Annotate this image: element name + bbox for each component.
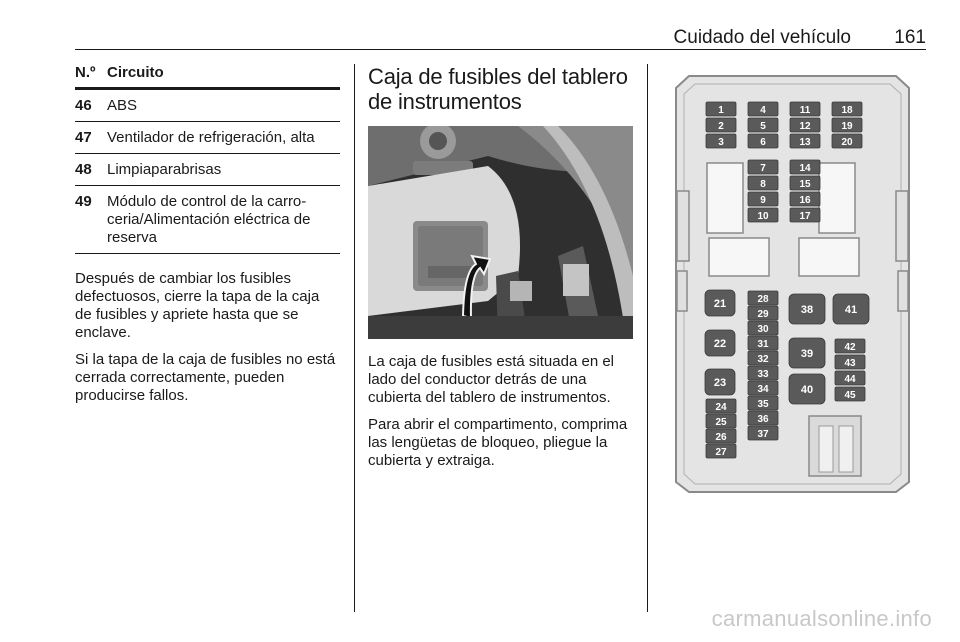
left-column (75, 64, 340, 405)
fuse-slot-24 (706, 399, 736, 413)
fuse-label: 39 (800, 348, 814, 360)
fuse-slot-35 (748, 396, 778, 410)
fuse-slot-4 (748, 102, 778, 116)
fuse-label: 20 (841, 137, 853, 148)
paragraph-opening: Para abrir el compartimento, comprima las lengüetas de bloqueo, pliegue la cubierta y extraiga. (368, 416, 628, 469)
page-number: 161 (894, 27, 926, 48)
fuse-label: 23 (713, 377, 727, 389)
fuse-slot-36 (748, 411, 778, 425)
fuse-slot-15 (790, 176, 820, 190)
section-title: Caja de fusibles del tablero de instrumentos (368, 64, 628, 114)
fuse-slot-13 (790, 134, 820, 148)
fuse-label: 19 (841, 121, 853, 132)
fuse-label: 14 (799, 163, 811, 174)
page-header (75, 27, 926, 50)
fuse-label: 45 (844, 390, 856, 401)
fuse-label: 24 (715, 402, 727, 413)
fuse-label: 1 (718, 105, 724, 116)
fuse-label: 41 (844, 304, 858, 316)
fuse-label: 33 (757, 369, 769, 380)
fuse-label: 10 (757, 211, 769, 222)
paragraph-location: La caja de fusibles está situada en el lado del conductor detrás de una cubierta del tablero de instrumentos. (368, 353, 614, 406)
fuse-label: 32 (757, 354, 769, 365)
fuse-label: 17 (799, 211, 811, 222)
fuse-label: 22 (713, 338, 727, 350)
table-row (75, 186, 340, 254)
fuse-slot-28 (748, 291, 778, 305)
fuse-slot-32 (748, 351, 778, 365)
fuse-label: 37 (757, 429, 769, 440)
fuse-label: 2 (718, 121, 724, 132)
fuse-label: 8 (760, 179, 766, 190)
fuse-label: 7 (760, 163, 766, 174)
row-circuit: Módulo de control de la carro-ceria/Alimentación eléctrica de reserva (107, 193, 311, 246)
fuse-label: 29 (757, 309, 769, 320)
fuse-slot-11 (790, 102, 820, 116)
fuse-slot-5 (748, 118, 778, 132)
fuse-slot-8 (748, 176, 778, 190)
row-circuit: ABS (107, 97, 138, 114)
fuse-label: 5 (760, 121, 766, 132)
instrument-panel-photo (368, 126, 633, 339)
table-row (75, 154, 340, 186)
fuse-slot-29 (748, 306, 778, 320)
row-circuit: Ventilador de refrigeración, alta (107, 129, 315, 146)
fuse-slot-7 (748, 160, 778, 174)
fuse-slot-31 (748, 336, 778, 350)
fuse-slot-23 (705, 369, 735, 395)
row-circuit: Limpiaparabrisas (107, 161, 222, 178)
fuse-label: 44 (844, 374, 856, 385)
row-number: 46 (75, 97, 92, 114)
middle-column (368, 64, 633, 470)
fuse-slot-25 (706, 414, 736, 428)
fuse-label: 21 (713, 298, 727, 310)
fuse-slot-34 (748, 381, 778, 395)
fuse-label: 43 (844, 358, 856, 369)
fuse-slot-12 (790, 118, 820, 132)
fuse-slot-27 (706, 444, 736, 458)
fuse-label: 25 (715, 417, 727, 428)
fuse-slot-33 (748, 366, 778, 380)
fuse-slot-38 (789, 294, 825, 324)
fuse-slot-16 (790, 192, 820, 206)
circuit-table-header (75, 64, 340, 90)
fuse-slot-30 (748, 321, 778, 335)
fuse-slot-10 (748, 208, 778, 222)
row-number: 48 (75, 161, 92, 178)
fuse-slot-21 (705, 290, 735, 316)
watermark: carmanualsonline.info (711, 606, 932, 631)
fuse-slot-3 (706, 134, 736, 148)
fuse-slot-44 (835, 371, 865, 385)
fuse-label: 36 (757, 414, 769, 425)
column-header-number: N.º (75, 64, 96, 81)
fuse-label: 38 (800, 304, 814, 316)
fuse-label: 3 (718, 137, 724, 148)
row-number: 47 (75, 129, 92, 146)
fuse-label: 13 (799, 137, 811, 148)
fuse-slot-20 (832, 134, 862, 148)
page-title: Cuidado del vehículo (673, 27, 851, 48)
column-header-circuit: Circuito (107, 64, 164, 81)
fuse-slot-22 (705, 330, 735, 356)
fuse-label: 4 (760, 105, 766, 116)
fuse-label: 9 (760, 195, 766, 206)
fuse-slot-26 (706, 429, 736, 443)
table-row (75, 90, 340, 122)
fuse-slot-40 (789, 374, 825, 404)
fuse-label: 18 (841, 105, 853, 116)
column-divider (354, 64, 355, 612)
fuse-slot-18 (832, 102, 862, 116)
fuse-label: 11 (799, 105, 811, 116)
fuse-label: 16 (799, 195, 811, 206)
fuse-slot-42 (835, 339, 865, 353)
fuse-slot-14 (790, 160, 820, 174)
paragraph-warning: Si la tapa de la caja de fusibles no está cerrada correctamente, pueden producirse fallos. (75, 351, 336, 404)
fuse-slot-45 (835, 387, 865, 401)
fuse-label: 15 (799, 179, 811, 190)
fuse-slot-2 (706, 118, 736, 132)
row-number: 49 (75, 193, 92, 210)
fuse-slot-41 (833, 294, 869, 324)
fuse-label: 35 (757, 399, 769, 410)
fuse-label: 30 (757, 324, 769, 335)
fuse-slot-1 (706, 102, 736, 116)
table-row (75, 122, 340, 154)
fuse-label: 12 (799, 121, 811, 132)
fuse-slot-9 (748, 192, 778, 206)
fuse-slot-19 (832, 118, 862, 132)
fuse-box-diagram (659, 66, 926, 497)
fuse-slot-6 (748, 134, 778, 148)
fuse-label: 31 (757, 339, 769, 350)
fuse-label: 42 (844, 342, 856, 353)
fuse-label: 40 (800, 384, 814, 396)
fuse-label: 6 (760, 137, 766, 148)
fuse-label: 28 (757, 294, 769, 305)
fuse-slot-37 (748, 426, 778, 440)
paragraph-closing-cover: Después de cambiar los fusibles defectuosos, cierre la tapa de la caja de fusibles y apriete hasta que se enclave. (75, 270, 320, 341)
fuse-slot-43 (835, 355, 865, 369)
fuse-label: 27 (715, 447, 727, 458)
fuse-slot-39 (789, 338, 825, 368)
fuse-label: 34 (757, 384, 769, 395)
fuse-label: 26 (715, 432, 727, 443)
column-divider (647, 64, 648, 612)
fuse-slot-17 (790, 208, 820, 222)
